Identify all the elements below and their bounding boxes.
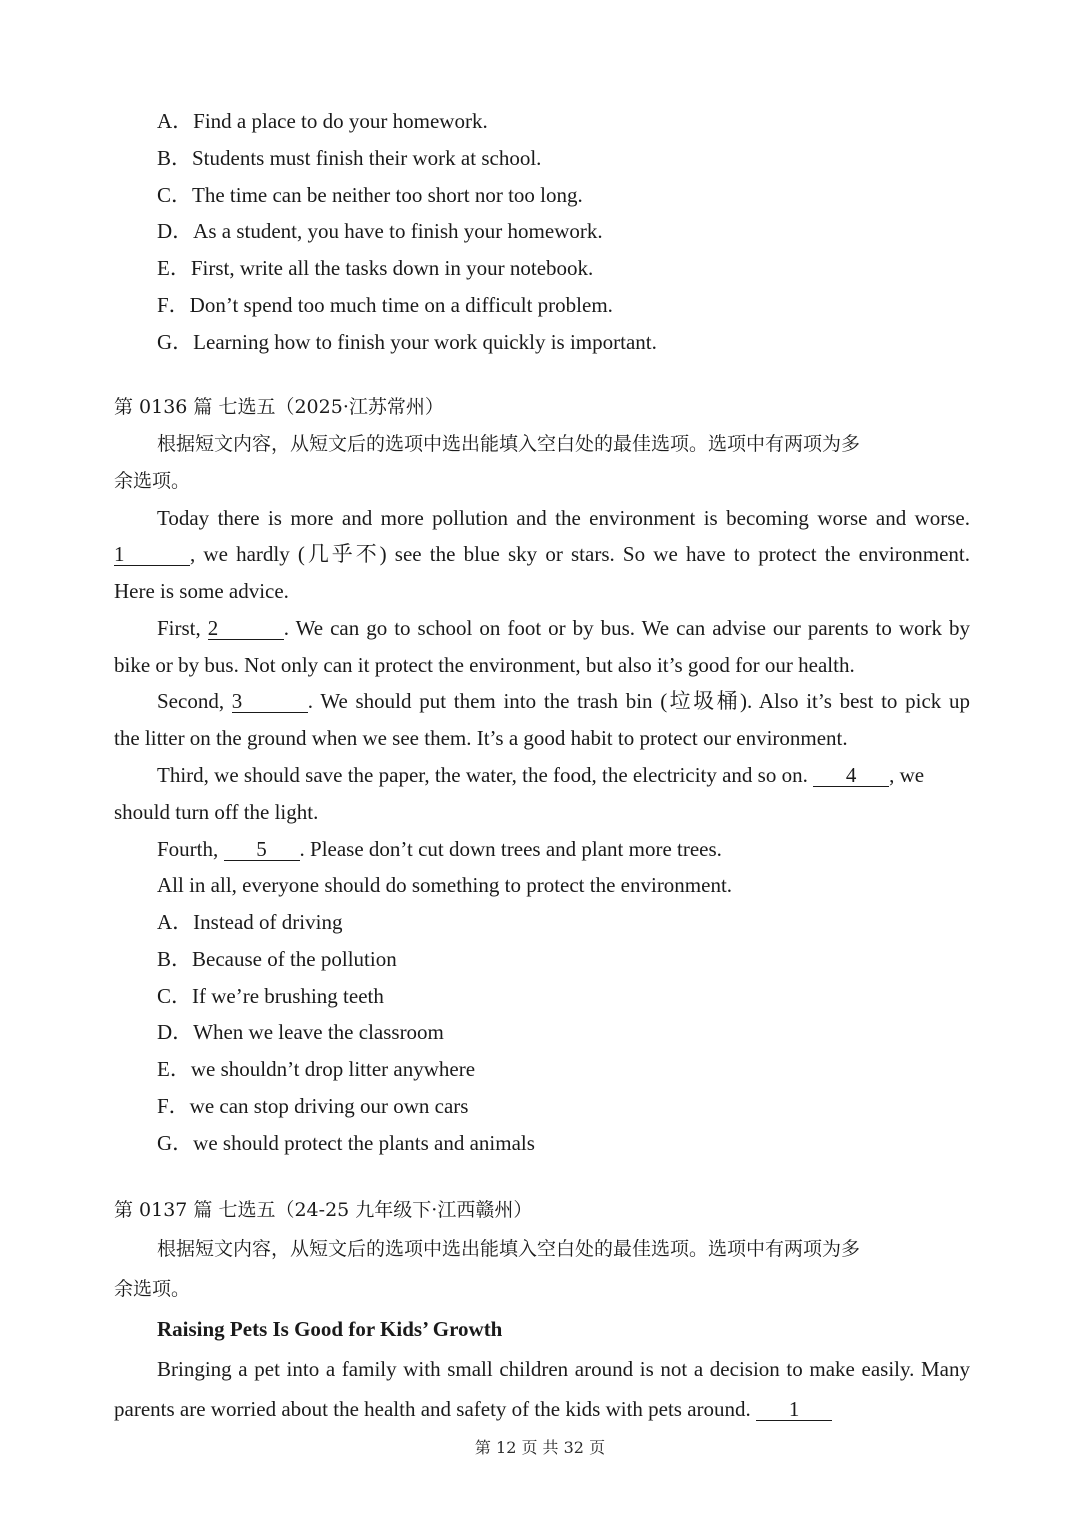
- option-f: F．we can stop driving our own cars: [157, 1094, 469, 1118]
- paragraph-4-line-1-end: , we: [889, 763, 925, 787]
- answer-blank-4: 4: [813, 764, 889, 787]
- answer-blank-3: 3: [232, 690, 308, 713]
- paragraph-1-line-3: Here is some advice.: [114, 579, 289, 603]
- paragraph-4-line-1: [157, 762, 970, 788]
- option-c: C．The time can be neither too short nor too long.: [157, 183, 583, 207]
- page-footer: 第 12 页 共 32 页: [474, 1438, 606, 1457]
- option-f: F．Don’t spend too much time on a difficult problem.: [157, 293, 613, 317]
- paragraph-1-line-1: Today there is more and more pollution and the environment is becoming worse and worse.: [157, 506, 970, 530]
- paragraph-2-prefix: First,: [157, 616, 208, 640]
- paragraph-6: All in all, everyone should do something to protect the environment.: [157, 873, 733, 897]
- answer-blank-5: 5: [224, 838, 300, 861]
- section-heading-0137: 第 0137 篇 七选五（24-25 九年级下·江西赣州）: [114, 1199, 533, 1221]
- instruction-line-1: 根据短文内容，从短文后的选项中选出能填入空白处的最佳选项。选项中有两项为多: [157, 433, 861, 455]
- option-b: B．Students must finish their work at school.: [157, 146, 542, 170]
- paragraph-3-line-1: [157, 688, 970, 714]
- paragraph-2-line-2: bike or by bus. Not only can it protect the environment, but also it’s good for our health.: [114, 653, 855, 677]
- option-d: D．As a student, you have to finish your homework.: [157, 219, 603, 243]
- paragraph-1-line-2: [114, 541, 970, 567]
- option-d: D．When we leave the classroom: [157, 1020, 444, 1044]
- paragraph-1-line-2-text: , we hardly (几乎不) see the blue sky or stars. So we have to protect the environment.: [190, 542, 970, 566]
- option-c: C．If we’re brushing teeth: [157, 984, 384, 1008]
- option-g: G．Learning how to finish your work quickly is important.: [157, 330, 657, 354]
- paragraph-3-line-2: the litter on the ground when we see them. It’s a good habit to protect our environment.: [114, 726, 848, 750]
- answer-blank-1: 1: [756, 1398, 832, 1421]
- option-g: G．we should protect the plants and animals: [157, 1131, 535, 1155]
- paragraph-2-line-1-text: . We can go to school on foot or by bus. We can advise our parents to work by: [283, 616, 970, 640]
- paragraph-5-text: . Please don’t cut down trees and plant more trees.: [299, 837, 722, 861]
- instruction-line-2: 余选项。: [114, 470, 191, 492]
- paragraph-5: [157, 836, 970, 862]
- paragraph-3-line-1-text: . We should put them into the trash bin (垃圾桶). Also it’s best to pick up: [307, 689, 970, 713]
- paragraph-5-prefix: Fourth,: [157, 837, 224, 861]
- option-a: A．Find a place to do your homework.: [157, 109, 488, 133]
- passage-title: Raising Pets Is Good for Kids’ Growth: [157, 1317, 503, 1341]
- paragraph-4-line-2: should turn off the light.: [114, 800, 319, 824]
- option-e: E．First, write all the tasks down in your notebook.: [157, 256, 594, 280]
- passage-line-2: [114, 1396, 970, 1422]
- instruction-line-1: 根据短文内容，从短文后的选项中选出能填入空白处的最佳选项。选项中有两项为多: [157, 1238, 861, 1260]
- option-a: A．Instead of driving: [157, 910, 343, 934]
- answer-blank-1: 1: [114, 543, 190, 566]
- passage-line-1: Bringing a pet into a family with small children around is not a decision to make easily. Many: [157, 1357, 970, 1381]
- paragraph-3-prefix: Second,: [157, 689, 232, 713]
- paragraph-4-line-1-text: Third, we should save the paper, the water, the food, the electricity and so on.: [157, 763, 814, 787]
- instruction-line-2: 余选项。: [114, 1278, 191, 1300]
- option-e: E．we shouldn’t drop litter anywhere: [157, 1057, 476, 1081]
- answer-blank-2: 2: [208, 617, 284, 640]
- option-b: B．Because of the pollution: [157, 947, 397, 971]
- passage-line-2-text: parents are worried about the health and safety of the kids with pets around.: [114, 1397, 757, 1421]
- paragraph-2-line-1: [157, 615, 970, 641]
- section-heading-0136: 第 0136 篇 七选五（2025·江苏常州）: [114, 396, 444, 418]
